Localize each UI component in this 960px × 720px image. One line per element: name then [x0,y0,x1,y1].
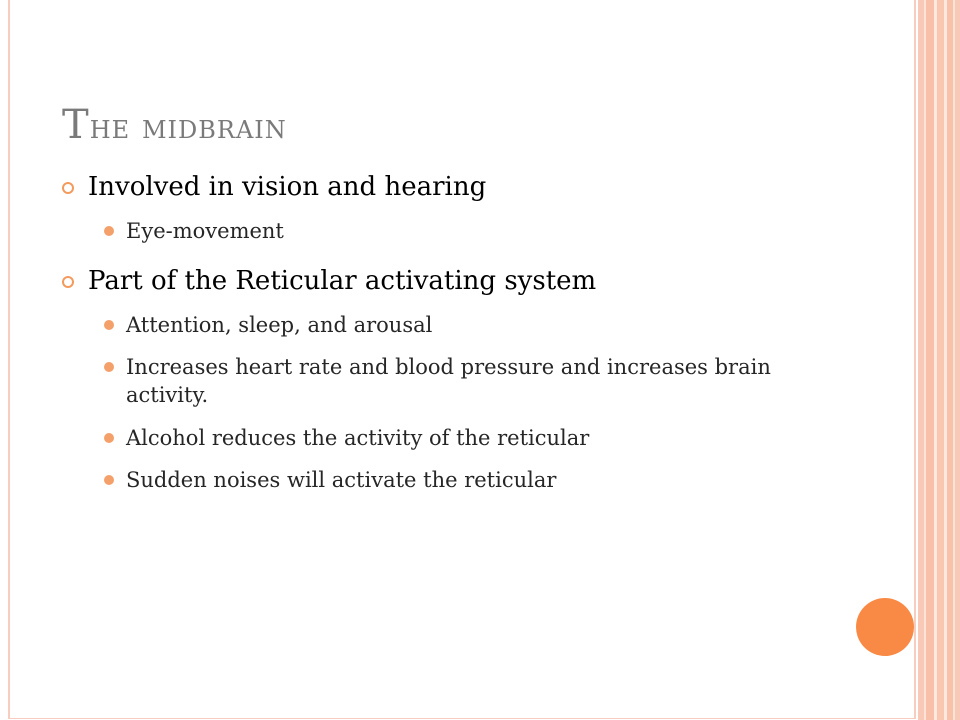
slide-title [62,102,287,148]
decorative-stripes [918,0,960,720]
dot-bullet-icon [104,362,114,372]
bullet-text: Part of the Reticular activating system [88,265,597,296]
sub-bullet-text: Sudden noises will activate the reticular [126,468,557,493]
dot-bullet-icon [104,320,114,330]
title-rest: he midbrain [89,107,287,147]
ring-bullet-icon [62,182,74,194]
sub-bullet-item [62,353,852,410]
sub-bullet-item [62,311,852,339]
bullet-item [62,266,852,297]
sub-bullet-item [62,466,852,494]
sub-bullet-text: Alcohol reduces the activity of the reticular [126,425,590,450]
slide-body [62,172,852,508]
decorative-circle [856,598,914,656]
title-initial: T [62,102,90,148]
sub-bullet-item [62,217,852,245]
dot-bullet-icon [104,433,114,443]
sub-bullet-text: Increases heart rate and blood pressure and increases brain activity. [126,355,771,408]
ring-bullet-icon [62,276,74,288]
sub-bullet-item [62,424,852,452]
dot-bullet-icon [104,226,114,236]
bullet-item [62,172,852,203]
sub-bullet-text: Attention, sleep, and arousal [126,312,433,337]
dot-bullet-icon [104,475,114,485]
bullet-text: Involved in vision and hearing [88,172,487,202]
sub-bullet-text: Eye-movement [126,219,284,244]
